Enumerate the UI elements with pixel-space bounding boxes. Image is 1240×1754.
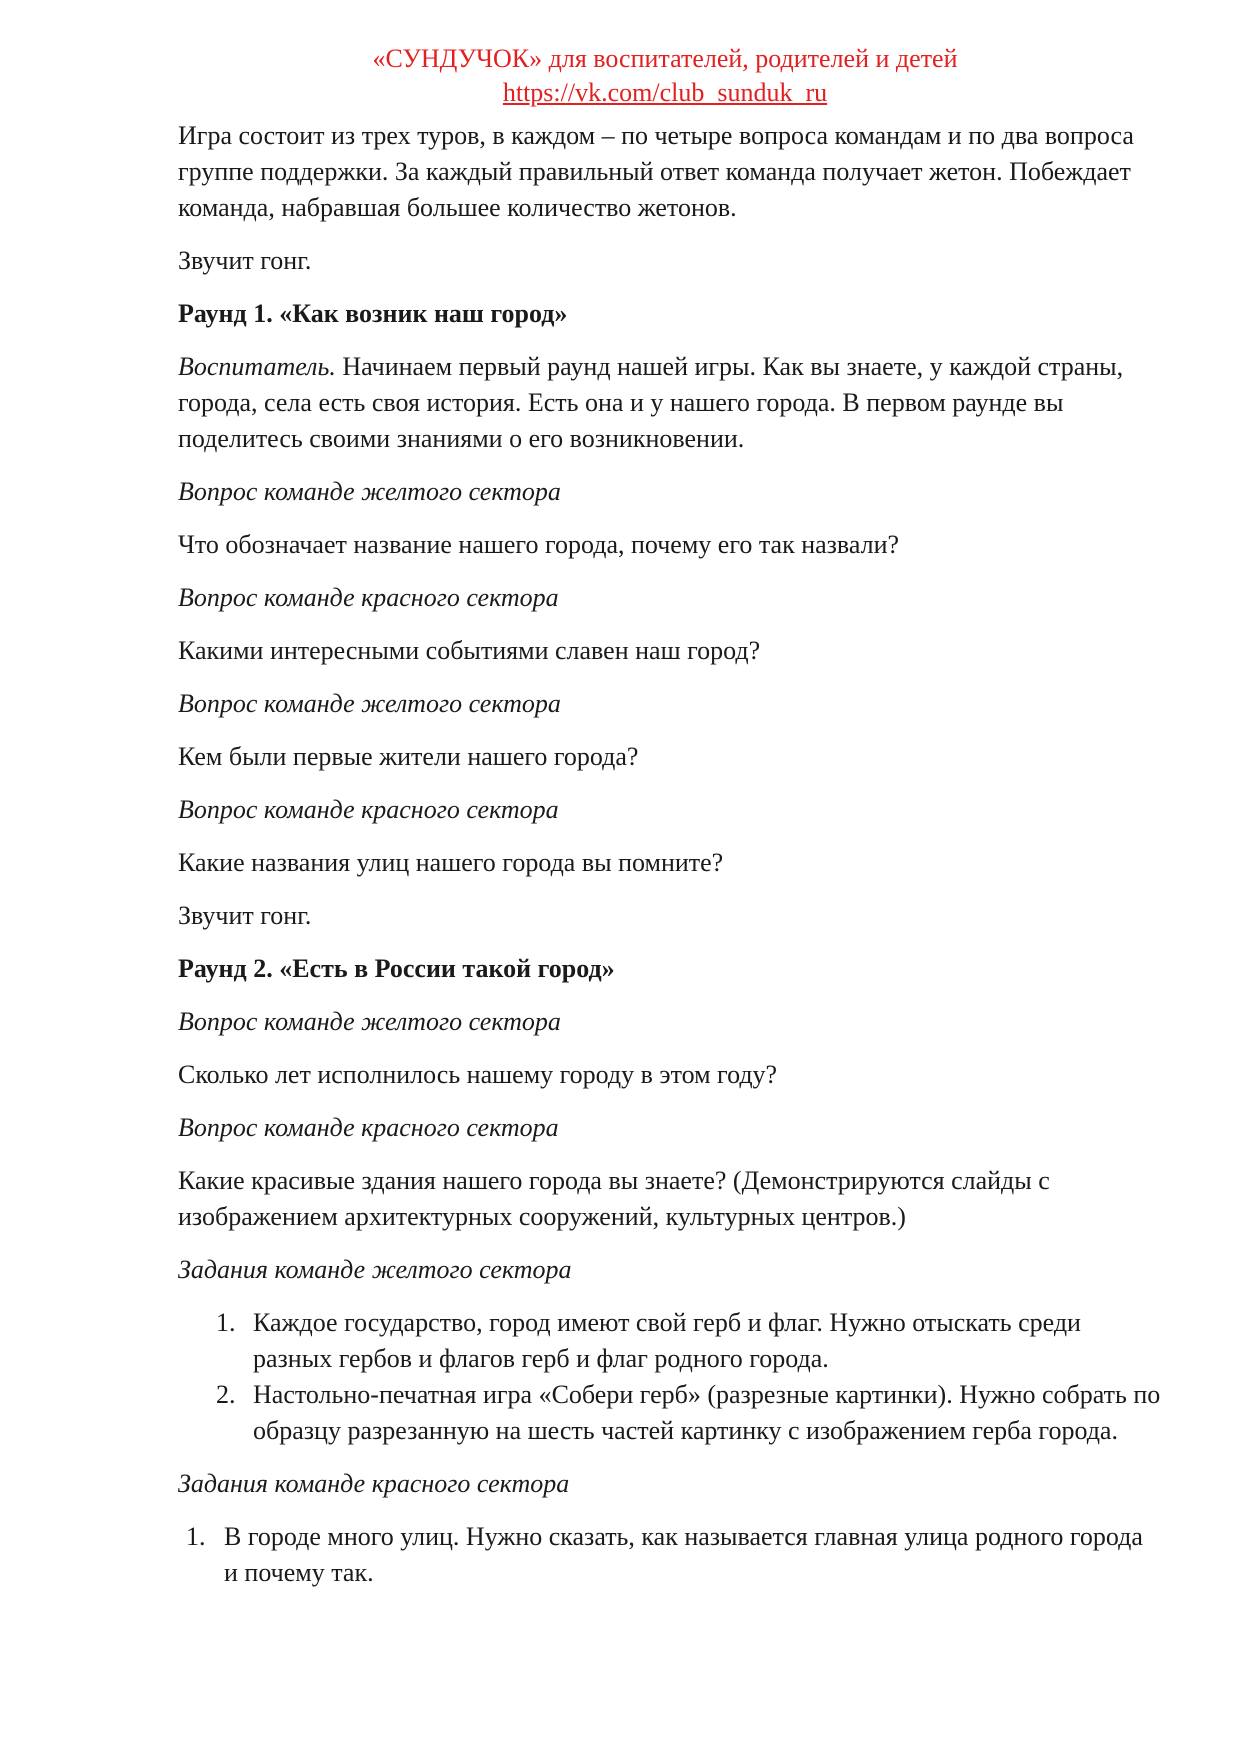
list-number: 1. — [186, 1522, 206, 1551]
header-link[interactable]: https://vk.com/club_sunduk_ru — [502, 78, 828, 107]
gong-text: Звучит гонг. — [178, 246, 312, 275]
yellow-tasks-list — [178, 1305, 1163, 1449]
list-item — [178, 1519, 1163, 1591]
question-label: Вопрос команде красного сектора — [178, 1113, 559, 1142]
list-item — [178, 1305, 1163, 1377]
list-item-text: Настольно-печатная игра «Собери герб» (разрезные картинки). Нужно собрать по образцу разрезанную на шесть частей картинку с изображением герба города. — [253, 1380, 1161, 1445]
question-text: Какими интересными событиями славен наш город? — [178, 636, 761, 665]
intro-paragraph: Игра состоит из трех туров, в каждом – по четыре вопроса командам и по два вопроса группе поддержки. За каждый правильный ответ команда получает жетон. Побеждает команда, набравшая большее количество жетонов. — [178, 121, 1134, 222]
speech-text: Начинаем первый раунд нашей игры. Как вы знаете, у каждой страны, города, села есть своя история. Есть она и у нашего города. В первом раунде вы поделитесь своими знаниями о его возникновении. — [178, 352, 1124, 453]
question-label: Вопрос команде красного сектора — [178, 583, 559, 612]
list-item — [178, 1377, 1163, 1449]
list-number: 1. — [216, 1308, 236, 1337]
question-label: Вопрос команде желтого сектора — [178, 1007, 561, 1036]
list-item-text: Каждое государство, город имеют свой герб и флаг. Нужно отыскать среди разных гербов и флагов герб и флаг родного города. — [253, 1308, 1081, 1373]
round1-title: Раунд 1. «Как возник наш город» — [178, 299, 568, 328]
question-label: Вопрос команде желтого сектора — [178, 689, 561, 718]
question-label: Вопрос команде красного сектора — [178, 795, 559, 824]
question-text: Кем были первые жители нашего города? — [178, 742, 639, 771]
list-number: 2. — [216, 1380, 236, 1409]
red-tasks-list — [178, 1519, 1163, 1591]
document-body — [178, 118, 1163, 1591]
header-title: «СУНДУЧОК» для воспитателей, родителей и детей — [372, 44, 958, 73]
question-text: Какие названия улиц нашего города вы помните? — [178, 848, 724, 877]
page-header — [0, 42, 1240, 110]
question-text: Сколько лет исполнилось нашему городу в этом году? — [178, 1060, 778, 1089]
tasks-label: Задания команде красного сектора — [178, 1469, 570, 1498]
tasks-label: Задания команде желтого сектора — [178, 1255, 572, 1284]
question-label: Вопрос команде желтого сектора — [178, 477, 561, 506]
round2-title: Раунд 2. «Есть в России такой город» — [178, 954, 615, 983]
question-text: Что обозначает название нашего города, почему его так назвали? — [178, 530, 900, 559]
question-text: Какие красивые здания нашего города вы знаете? (Демонстрируются слайды с изображением архитектурных сооружений, культурных центров.) — [178, 1166, 1050, 1231]
gong-text: Звучит гонг. — [178, 901, 312, 930]
list-item-text: В городе много улиц. Нужно сказать, как называется главная улица родного города и почему так. — [224, 1522, 1143, 1587]
speaker-label: Воспитатель. — [178, 352, 336, 381]
round1-speech — [178, 349, 1163, 457]
